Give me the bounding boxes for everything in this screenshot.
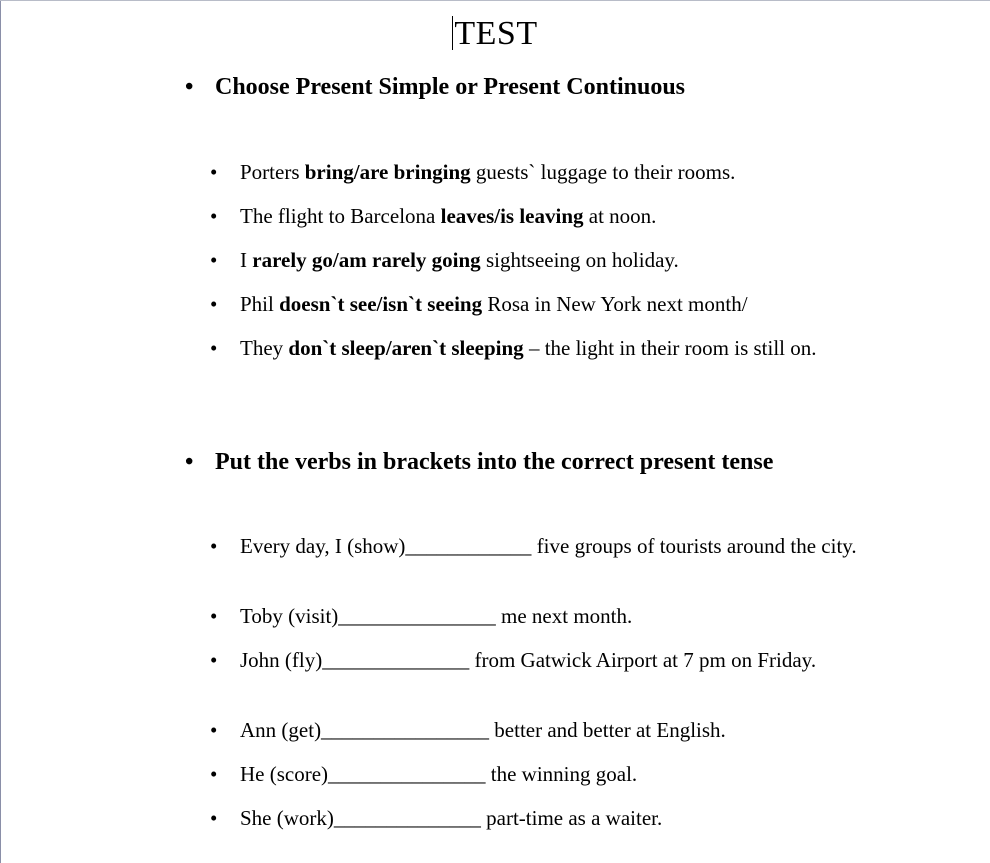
item-text-plain: at noon. [583, 204, 657, 228]
bullet: • [210, 160, 218, 184]
bullet: • [210, 604, 218, 628]
item-choice-bold: don`t sleep/aren`t sleeping [288, 336, 524, 360]
item-text-plain: I [240, 248, 253, 272]
item-text-plain: They [240, 336, 289, 360]
item-text [240, 291, 860, 317]
item-text-plain: Porters [240, 160, 305, 184]
bullet: • [185, 74, 194, 100]
item-text-plain: sightseeing on holiday. [480, 248, 679, 272]
item-text: Toby (visit)_______________ me next month. [240, 604, 633, 628]
item-choice-bold: rarely go/am rarely going [252, 248, 481, 272]
page-left-edge [0, 0, 1, 863]
item-choice-bold: leaves/is leaving [440, 204, 584, 228]
item-text [240, 203, 860, 229]
item-choice-bold: doesn`t see/isn`t seeing [279, 292, 483, 316]
bullet: • [210, 204, 218, 228]
item-text: Ann (get)________________ better and better at English. [240, 718, 726, 742]
item-text [240, 159, 860, 185]
item-text-plain: Rosa in New York next month/ [482, 292, 748, 316]
title-text: TEST [454, 15, 538, 52]
bullet: • [210, 806, 218, 830]
item-text [240, 247, 860, 273]
bullet: • [210, 718, 218, 742]
document-title[interactable] [0, 14, 990, 54]
bullet: • [210, 248, 218, 272]
item-text: John (fly)______________ from Gatwick Airport at 7 pm on Friday. [240, 648, 817, 672]
bullet: • [210, 336, 218, 360]
section-heading-text: Put the verbs in brackets into the correct present tense [215, 449, 774, 475]
item-choice-bold: bring/are bringing [304, 160, 471, 184]
bullet: • [210, 534, 218, 558]
item-text: She (work)______________ part-time as a waiter. [240, 806, 663, 830]
bullet: • [210, 292, 218, 316]
item-text [240, 335, 820, 361]
bullet: • [210, 762, 218, 786]
item-text-plain: – the light in their room is still on. [523, 336, 817, 360]
item-text: He (score)_______________ the winning goal. [240, 762, 638, 786]
item-text-plain: Phil [240, 292, 280, 316]
section-heading-text: Choose Present Simple or Present Continuous [215, 74, 686, 100]
item-text: Every day, I (show)____________ five groups of tourists around the city. [240, 534, 857, 558]
bullet: • [210, 648, 218, 672]
bullet: • [185, 449, 194, 475]
page-top-edge [0, 0, 990, 1]
item-text-plain: guests` luggage to their rooms. [470, 160, 736, 184]
item-text-plain: The flight to Barcelona [240, 204, 441, 228]
